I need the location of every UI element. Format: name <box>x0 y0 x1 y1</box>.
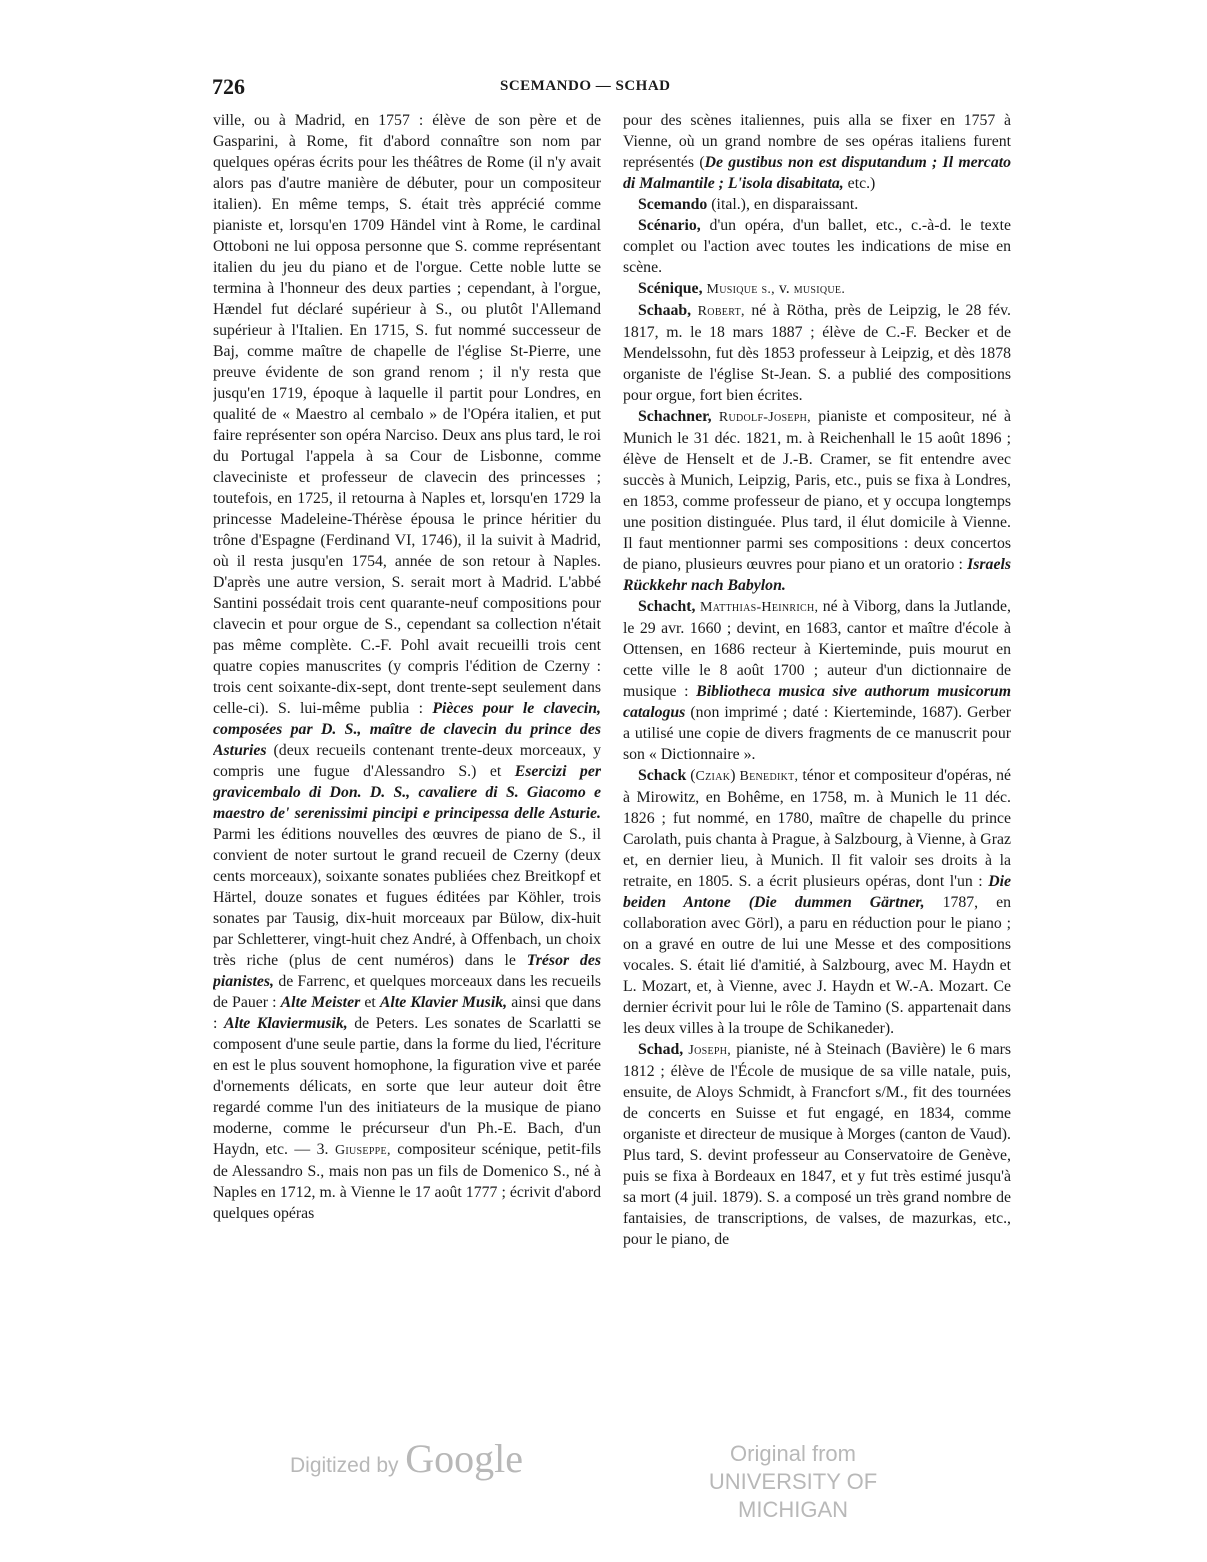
running-head: SCEMANDO — SCHAD <box>500 78 671 94</box>
university-label: UNIVERSITY OF MICHIGAN <box>708 1469 878 1522</box>
entry-scemando: Scemando (ital.), en disparaissant. <box>638 196 859 213</box>
original-from-label: Original from <box>730 1441 856 1466</box>
page-number: 726 <box>212 74 245 99</box>
entry-schachner: Schachner, Rudolf-Joseph, pianiste et compositeur, né à Munich le 31 déc. 1821, m. à Reichenhall le 15 août 1896 ; élève de Henselt et de J.-B. Cramer, se fit entendre avec succès à Munich, Leipzig, Paris, etc., puis se fixa à Londres, en 1853, comme professeur de piano, et y occupa longtemps une position distinguée. Plus tard, il élut domicile à Vienne. Il faut mentionner parmi ses compositions : deux concertos de piano, plusieurs œuvres pour piano et un oratorio : Israels Rückkehr nach Babylon. <box>623 408 1011 594</box>
entry-schaab: Schaab, Robert, né à Rötha, près de Leipzig, le 28 fév. 1817, m. le 18 mars 1887 ; élève de C.-F. Becker et de Mendelssohn, fut dès 1853 professeur à Leipzig, et dès 1878 organiste de l'église St-Jean. S. a publié des compositions pour orgue, fort bien écrites. <box>623 302 1011 404</box>
entry-schacht: Schacht, Matthias-Heinrich, né à Viborg, dans la Jutlande, le 29 avr. 1660 ; devint, en 1683, cantor et maître d'école à Ottensen, en 1686 recteur à Kierteminde, puis mourut en cette ville le 8 août 1700 ; auteur d'un dictionnaire de musique : Bibliotheca musica sive authorum musicorum catalogus (non imprimé ; daté : Kierteminde, 1687). Gerber a utilisé une copie de divers fragments de ce manuscrit pour son « Dictionnaire ». <box>623 598 1011 763</box>
left-column <box>213 110 601 1420</box>
entry-schack: Schack (Cziak) Benedikt, ténor et compositeur d'opéras, né à Mirowitz, en Bohême, en 1758, m. à Munich le 11 déc. 1826 ; fut nommé, en 1780, maître de chapelle du prince Carolath, puis chanta à Prague, à Salzbourg, à Vienne, à Graz et, en dernier lieu, à Munich. Il fit valoir ses droits à la retraite, en 1805. S. a écrit plusieurs opéras, dont l'un : Die beiden Antone (Die dummen Gärtner, 1787, en collaboration avec Görl), a paru en réduction pour le piano ; on a gravé en outre de lui une Messe et des compositions vocales. S. était lié d'amitié, à Salzbourg, avec M. Haydn et L. Mozart, et, à Vienne, avec J. Haydn et W.-A. Mozart. Ce dernier écrivit pour lui le rôle de Tamino (S. appartenait dans les deux villes à la troupe de Schikaneder). <box>623 767 1011 1037</box>
left-column-text: ville, ou à Madrid, en 1757 : élève de son père et de Gasparini, à Rome, fit d'abord connaître son nom par quelques opéras écrits pour les théâtres de Rome (il n'y avait alors pas d'autre manière de débuter, pour un compositeur italien). En même temps, S. était très apprécié comme pianiste et, lorsqu'en 1709 Händel vint à Rome, le cardinal Ottoboni ne lui opposa personne que S. comme représentant italien du jeu du piano et de l'orgue. Cette noble lutte se termina à l'honneur des deux parties ; cependant, à l'orgue, Hændel fut déclaré supérieur à S., ou plutôt l'Allemand supérieur à l'Italien. En 1715, S. fut nommé successeur de Baj, comme maître de chapelle de l'église St-Pierre, une preuve évidente de son grand renom ; il n'y resta que jusqu'en 1719, époque à laquelle il partit pour Londres, en qualité de « Maestro al cembalo » de l'Opéra italien, et put faire représenter son opéra Narciso. Deux ans plus tard, le roi du Portugal l'appela à sa Cour de Lisbonne, comme claveciniste et professeur de clavecin des princesses ; toutefois, en 1725, il retourna à Naples et, lorsqu'en 1729 la princesse Madeleine-Thérèse épousa le prince héritier du trône d'Espagne (Ferdinand VI, 1746), il la suivit à Madrid, où il resta jusqu'en 1754, année de son retour à Naples. D'après une autre version, S. serait mort à Madrid. L'abbé Santini possédait trois cent quarante-neuf compositions pour clavecin et pour orgue de S., cependant sa collection n'était pas même complète. C.-F. Pohl avait recueilli trois cent quatre copies manuscrites (y compris l'édition de Czerny : trois cent soixante-dix-sept, dont trente-sept seulement dans celle-ci). S. lui-même publia : Pièces pour le clavecin, composées par D. S., maître de clavecin du prince des Asturies (deux recueils contenant trente-deux morceaux, y compris une fugue d'Alessandro S.) et Esercizi per gravicembalo di Don. D. S., cavaliere di S. Giacomo e maestro de' serenissimi pincipi e principessa delle Asturie. Parmi les éditions nouvelles des œuvres de piano de S., il convient de noter surtout le grand recueil de Czerny (deux cents morceaux), soixante sonates publiées chez Breitkopf et Härtel, douze sonates et fugues éditées par Köhler, trois sonates par Tausig, dix-huit morceaux par Bülow, dix-huit par Schletterer, vingt-huit chez André, à Offenbach, un choix très riche (plus de cent numéros) dans le Trésor des pianistes, de Farrenc, et quelques morceaux dans les recueils de Pauer : Alte Meister et Alte Klavier Musik, ainsi que dans : Alte Klaviermusik, de Peters. Les sonates de Scarlatti se composent d'une seule partie, dans la forme du lied, l'écriture en est le plus souvent homophone, la figuration vive et parée d'ornements délicats, en sorte que leur auteur doit être regardé comme l'un des initiateurs de la musique de piano moderne, comme le précurseur d'un Ph.-E. Bach, d'un Haydn, etc. — 3. Giuseppe, compositeur scénique, petit-fils de Alessandro S., mais non pas un fils de Domenico S., né à Naples en 1712, m. à Vienne le 17 août 1777 ; écrivit d'abord quelques opéras <box>213 112 601 1222</box>
entry-schad: Schad, Joseph, pianiste, né à Steinach (Bavière) le 6 mars 1812 ; élève de l'École de musique de sa ville natale, puis, ensuite, de Aloys Schmidt, à Francfort s/M., fit des tournées de concerts en Suisse et fut engagé, en 1834, comme organiste et directeur de musique à Morges (canton de Vaud). Plus tard, S. devint professeur au Conservatoire de Genève, puis se fixa à Bordeaux en 1847, et y fut très estimé jusqu'à sa mort (4 juil. 1879). S. a composé un très grand nombre de fantaisies, de transcriptions, de valses, de mazurkas, etc., pour le piano, de <box>623 1041 1011 1248</box>
entry-scenario: Scénario, d'un opéra, d'un ballet, etc., c.-à-d. le texte complet ou l'action avec toutes les indications de mise en scène. <box>623 217 1011 276</box>
entry-scenique: Scénique, Musique s., v. musique. <box>638 280 846 297</box>
digitized-by-google-watermark: Digitized by Google <box>290 1436 523 1481</box>
original-from-watermark <box>668 1440 918 1524</box>
continuation-text: pour des scènes italiennes, puis alla se fixer en 1757 à Vienne, où un grand nombre de ses opéras italiens furent représentés (De gustibus non est disputandum ; Il mercato di Malmantile ; L'isola disabitata, etc.) <box>623 112 1011 192</box>
right-column <box>623 110 1011 1420</box>
